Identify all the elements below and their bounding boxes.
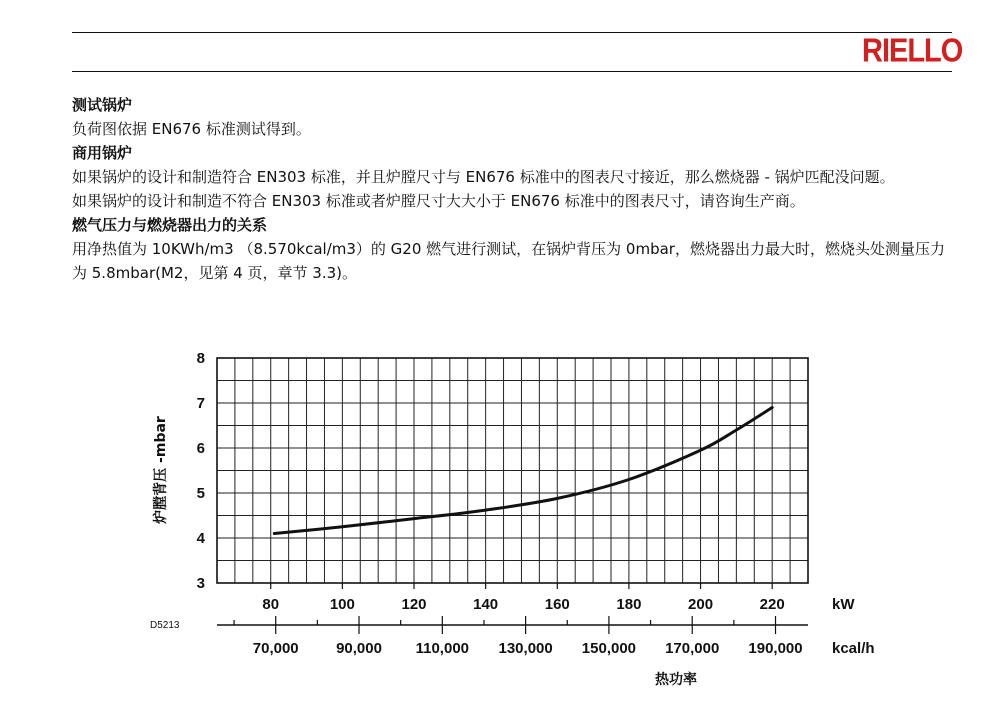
x-tick-label-kw: 180 [616,596,642,613]
y-tick-labels [197,350,206,592]
y-tick-label: 8 [196,350,205,367]
x-unit-kcal: kcal/h [832,640,875,657]
x-tick-label-kcal: 190,000 [748,640,803,657]
y-tick-label: 3 [196,575,205,592]
x-tick-labels-kcal [253,640,803,657]
chart-axes [217,358,808,634]
x-tick-label-kcal: 170,000 [665,640,720,657]
para-en303-compliant: 如果锅炉的设计和制造符合 EN303 标准，并且炉膛尺寸与 EN676 标准中的图表尺寸接近，那么燃烧器 - 锅炉匹配没问题。 [72,168,895,186]
heading-test-boiler: 测试锅炉 [72,96,133,114]
para-gas-test: 用净热值为 10KWh/m3 （8.570kcal/m3）的 G20 燃气进行测试，在锅炉背压为 0mbar，燃烧器出力最大时，燃烧头处测量压力为 5.8mbar(M2，见第 4 页，章节 3.3)。 [72,240,945,282]
x-axis-label: 热功率 [655,672,697,688]
x-tick-label-kw: 100 [329,596,355,613]
x-tick-labels-kw [262,596,784,613]
y-tick-label: 7 [196,395,205,412]
x-tick-label-kw: 220 [759,596,785,613]
para-en303-noncompliant: 如果锅炉的设计和制造不符合 EN303 标准或者炉膛尺寸大大小于 EN676 标准中的图表尺寸，请咨询生产商。 [72,192,805,210]
para-load-diagram: 负荷图依据 EN676 标准测试得到。 [72,120,311,138]
x-tick-label-kcal: 110,000 [415,640,470,657]
heading-gas-pressure: 燃气压力与燃烧器出力的关系 [72,216,268,234]
y-tick-label: 4 [196,530,205,547]
y-tick-label: 5 [196,485,205,502]
y-tick-label: 6 [196,440,205,457]
x-tick-label-kw: 200 [688,596,714,613]
x-tick-label-kcal: 130,000 [498,640,553,657]
x-tick-label-kcal: 150,000 [581,640,637,657]
x-tick-label-kw: 160 [544,596,570,613]
x-tick-label-kcal: 90,000 [336,640,382,657]
figure-code: D5213 [150,620,180,631]
chart-grid [217,358,808,583]
heading-commercial-boiler: 商用锅炉 [72,144,133,162]
y-axis-label: 炉膛背压 -mbar [153,416,169,524]
x-tick-label-kcal: 70,000 [252,640,299,657]
x-tick-label-kw: 120 [401,596,427,613]
x-tick-label-kw: 80 [262,596,280,613]
riello-logo: RIELLO [862,32,963,70]
x-tick-label-kw: 140 [473,596,499,613]
x-unit-kw: kW [832,596,855,613]
